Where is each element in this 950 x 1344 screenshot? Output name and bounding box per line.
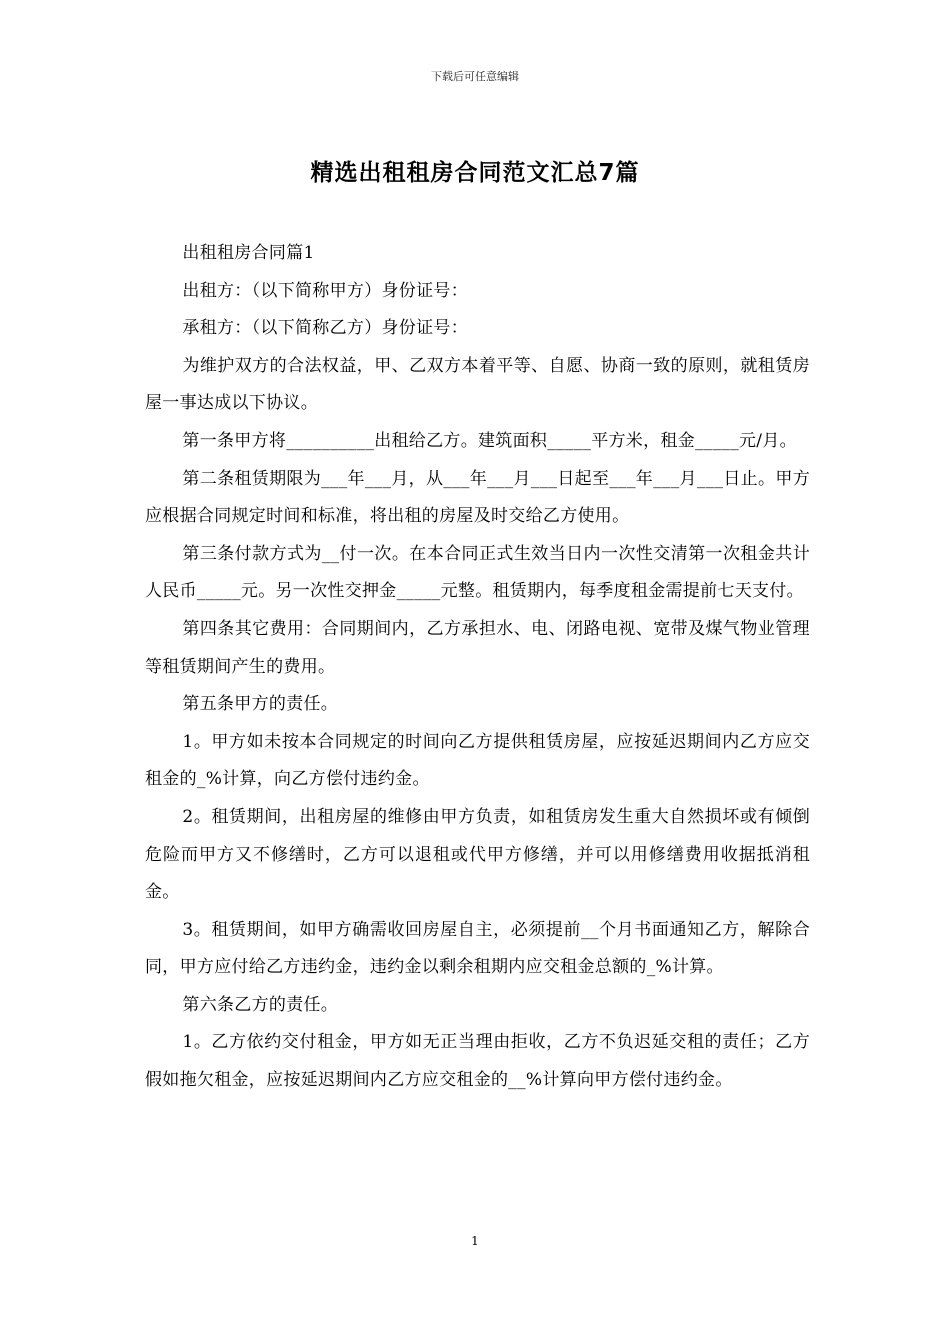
document-body: [145, 235, 810, 1100]
header-note: 下载后可任意编辑: [431, 70, 519, 83]
lessee-line: 承租方：（以下简称乙方）身份证号：: [182, 318, 468, 339]
lessor-line: 出租方：（以下简称甲方）身份证号：: [182, 280, 468, 301]
article-5-item-1: 1。甲方如未按本合同规定的时间向乙方提供租赁房屋，应按延迟期间内乙方应交租金的_%计算，向乙方偿付违约金。: [145, 731, 810, 790]
article-5-item-2: 2。租赁期间，出租房屋的维修由甲方负责，如租赁房发生重大自然损坏或有倾倒危险而甲方又不修缮时，乙方可以退租或代甲方修缮，并可以用修缮费用收据抵消租金。: [145, 806, 810, 903]
article-5-heading: 第五条甲方的责任。: [182, 694, 339, 715]
article-4: 第四条其它费用：合同期间内，乙方承担水、电、闭路电视、宽带及煤气物业管理等租赁期间产生的费用。: [145, 618, 810, 677]
section-heading: 出租租房合同篇1: [182, 243, 315, 263]
article-5-item-3: 3。租赁期间，如甲方确需收回房屋自主，必须提前__个月书面通知乙方，解除合同，甲方应付给乙方违约金，违约金以剩余租期内应交租金总额的_%计算。: [145, 919, 810, 978]
article-6-heading: 第六条乙方的责任。: [182, 994, 339, 1015]
preamble-paragraph: 为维护双方的合法权益，甲、乙双方本着平等、自愿、协商一致的原则，就租赁房屋一事达成以下协议。: [145, 355, 810, 414]
document-title: 精选出租租房合同范文汇总7篇: [310, 160, 640, 186]
page-number: 1: [471, 1234, 479, 1248]
article-1: 第一条甲方将__________出租给乙方。建筑面积_____平方米，租金_____元/月。: [182, 430, 797, 451]
article-6-item-1: 1。乙方依约交付租金，甲方如无正当理由拒收，乙方不负迟延交租的责任；乙方假如拖欠租金，应按延迟期间内乙方应交租金的__%计算向甲方偿付违约金。: [145, 1032, 810, 1091]
article-3: 第三条付款方式为__付一次。在本合同正式生效当日内一次性交清第一次租金共计人民币_____元。另一次性交押金_____元整。租赁期内，每季度租金需提前七天支付。: [145, 543, 810, 602]
article-2: 第二条租赁期限为___年___月，从___年___月___日起至___年___月___日止。甲方应根据合同规定时间和标准，将出租的房屋及时交给乙方使用。: [145, 468, 810, 527]
